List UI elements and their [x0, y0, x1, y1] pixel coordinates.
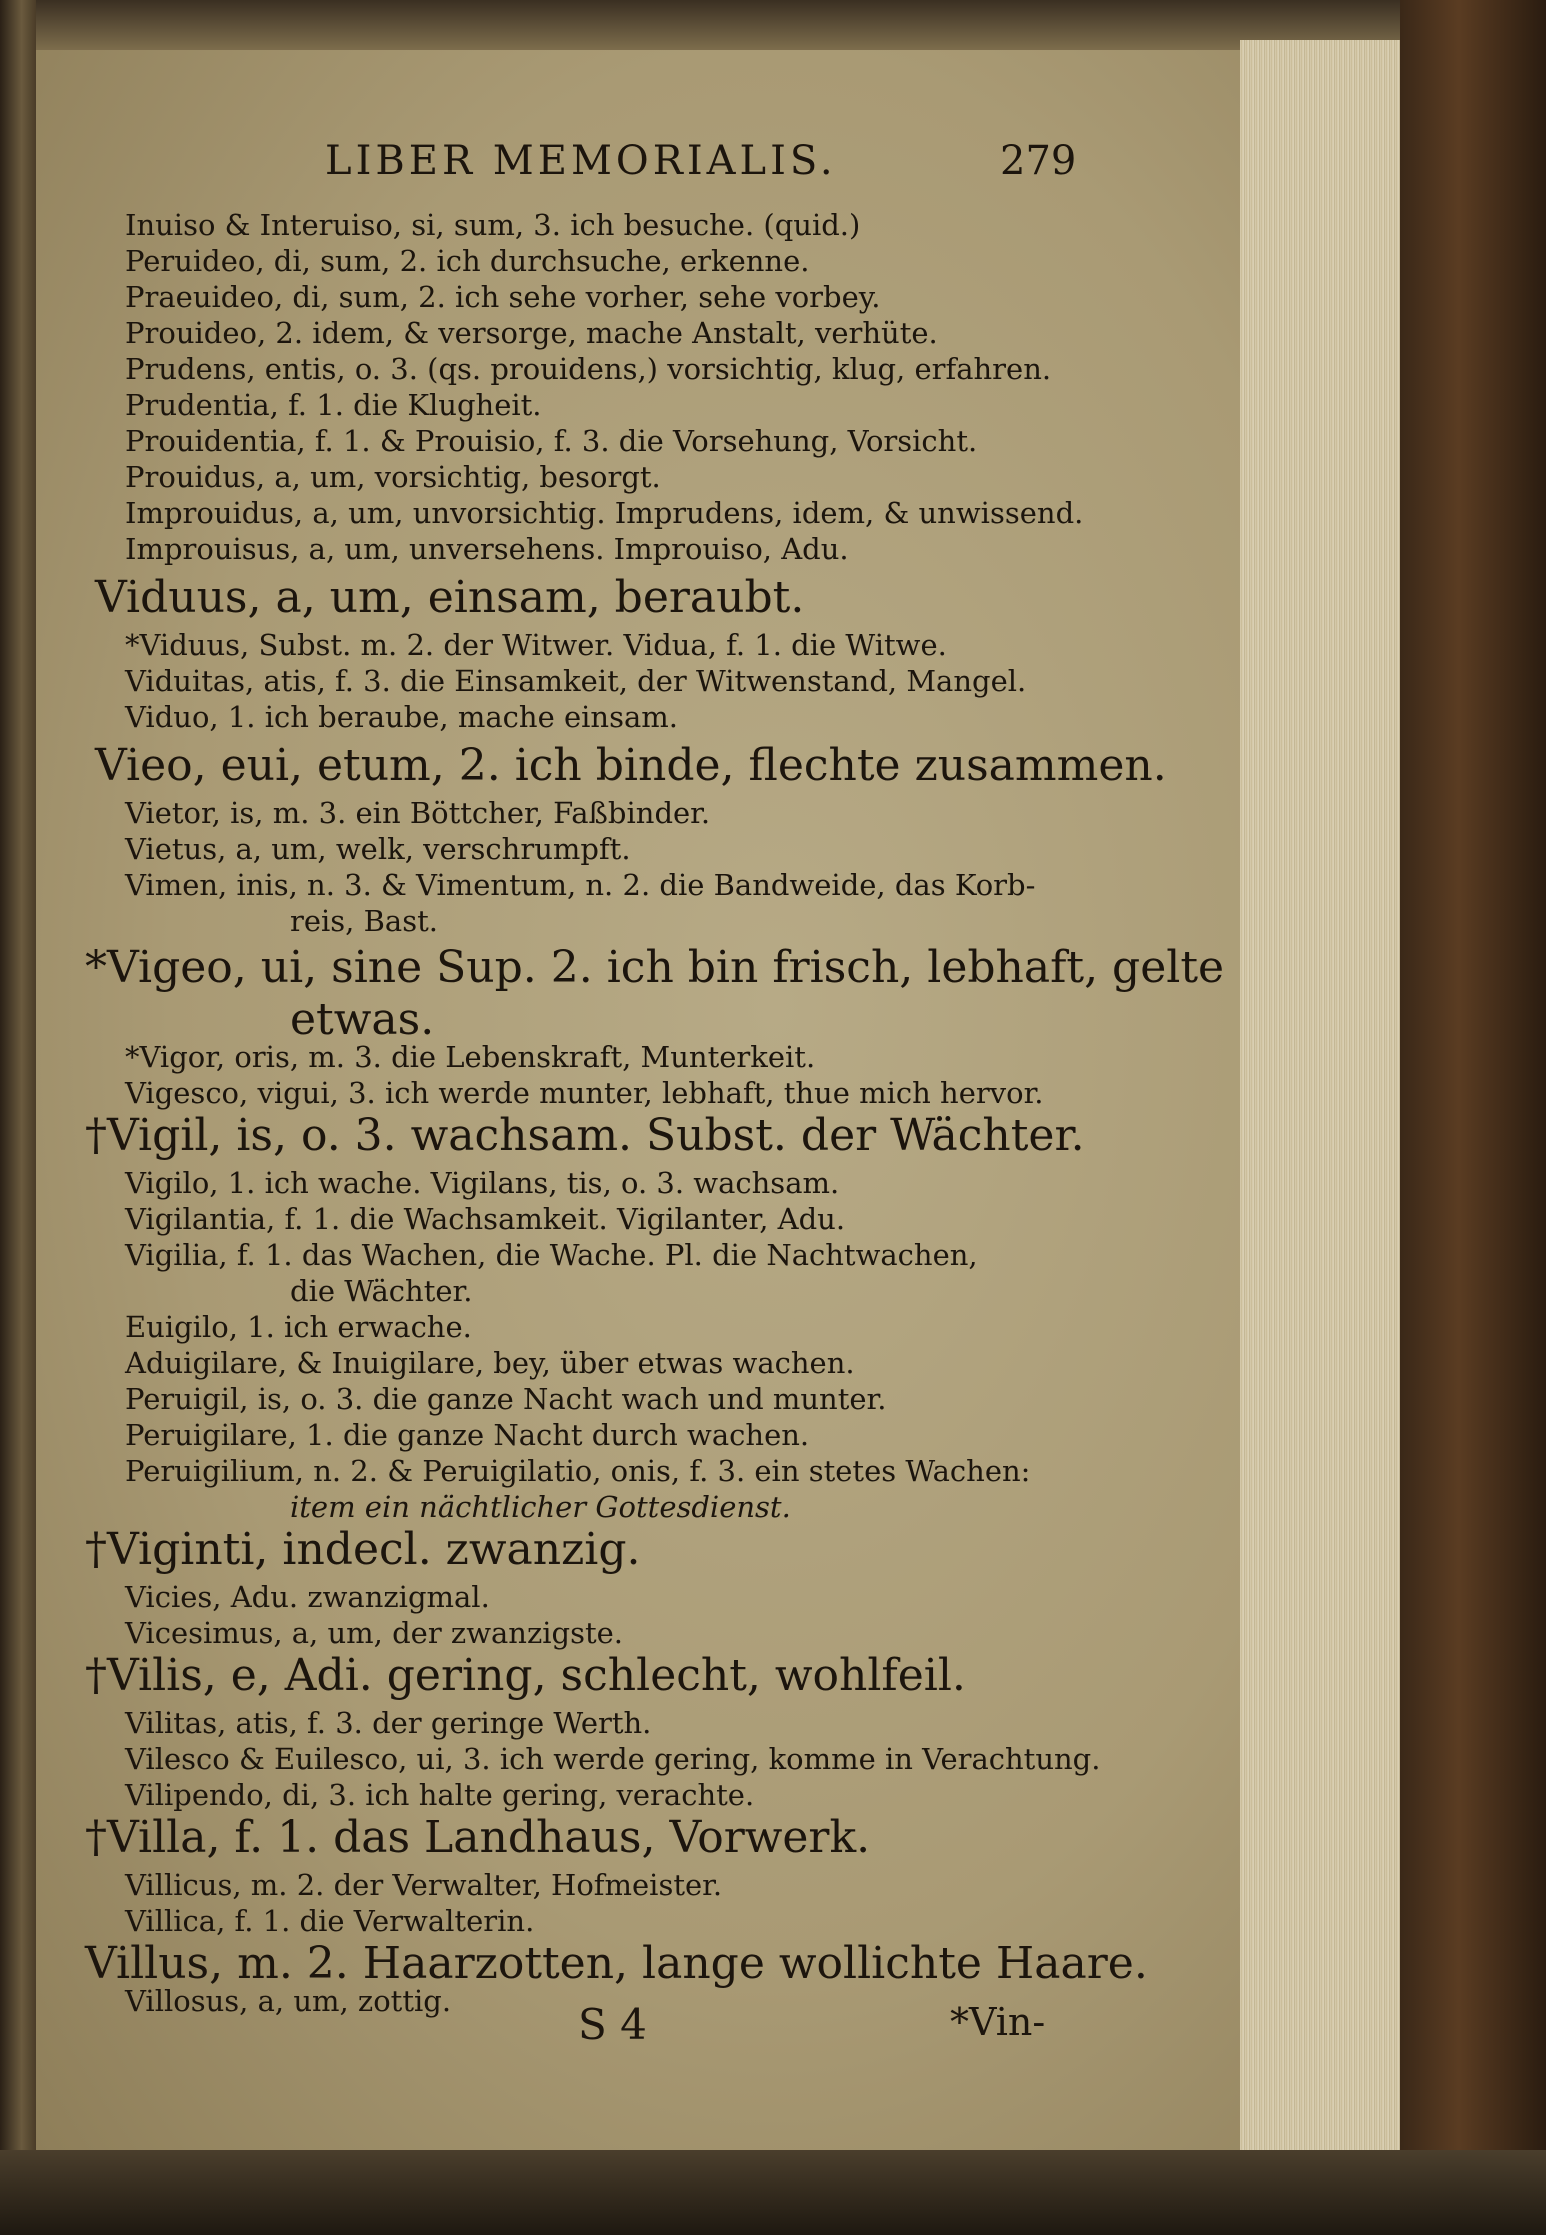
bottom-edge [0, 2150, 1546, 2235]
gutter-shadow [0, 0, 36, 2235]
headword-line: †Villa, f. 1. das Landhaus, Vorwerk. [85, 1812, 871, 1863]
entry-line: Vietor, is, m. 3. ein Böttcher, Faßbinder. [125, 796, 711, 830]
headword-line: †Vigil, is, o. 3. wachsam. Subst. der Wächter. [85, 1110, 1085, 1161]
headword-line: Vieo, eui, etum, 2. ich binde, flechte zusammen. [95, 740, 1167, 791]
entry-line: Villica, f. 1. die Verwalterin. [125, 1904, 535, 1938]
headword-line: Villus, m. 2. Haarzotten, lange wollichte Haare. [85, 1938, 1148, 1989]
signature-mark: S 4 [578, 2000, 647, 2049]
headword-line: Viduus, a, um, einsam, beraubt. [95, 572, 805, 623]
entry-line: Peruigilare, 1. die ganze Nacht durch wachen. [125, 1418, 810, 1452]
entry-line: Improuisus, a, um, unversehens. Improuiso, Adu. [125, 532, 849, 566]
entry-line: Prudens, entis, o. 3. (qs. prouidens,) vorsichtig, klug, erfahren. [125, 352, 1052, 386]
entry-line: Villosus, a, um, zottig. [125, 1984, 452, 2018]
entry-line: Improuidus, a, um, unvorsichtig. Imprudens, idem, & unwissend. [125, 496, 1084, 530]
entry-line: Vimen, inis, n. 3. & Vimentum, n. 2. die Bandweide, das Korb- [125, 868, 1036, 902]
entry-line: Prouidentia, f. 1. & Prouisio, f. 3. die Vorsehung, Vorsicht. [125, 424, 978, 458]
entry-line: reis, Bast. [290, 904, 438, 938]
entry-line: Vilipendo, di, 3. ich halte gering, verachte. [125, 1778, 755, 1812]
page-edges [1240, 40, 1410, 2150]
entry-line: Peruigilium, n. 2. & Peruigilatio, onis, f. 3. ein stetes Wachen: [125, 1454, 1031, 1488]
entry-line: Vicies, Adu. zwanzigmal. [125, 1580, 490, 1614]
entry-line: Peruigil, is, o. 3. die ganze Nacht wach und munter. [125, 1382, 887, 1416]
headword-line: †Vilis, e, Adi. gering, schlecht, wohlfeil. [85, 1650, 966, 1701]
entry-line: Vilesco & Euilesco, ui, 3. ich werde gering, komme in Verachtung. [125, 1742, 1101, 1776]
entry-line: Vicesimus, a, um, der zwanzigste. [125, 1616, 624, 1650]
entry-line: Praeuideo, di, sum, 2. ich sehe vorher, sehe vorbey. [125, 280, 881, 314]
catchword: *Vin- [950, 2000, 1046, 2044]
entry-line: Viduo, 1. ich beraube, mache einsam. [125, 700, 678, 734]
headword-line: †Viginti, indecl. zwanzig. [85, 1524, 641, 1575]
page-number: 279 [1000, 138, 1077, 184]
entry-line: Euigilo, 1. ich erwache. [125, 1310, 472, 1344]
entry-line: Vietus, a, um, welk, verschrumpft. [125, 832, 631, 866]
book-cover [1400, 0, 1546, 2235]
headword-line: *Vigeo, ui, sine Sup. 2. ich bin frisch, lebhaft, gelte [85, 942, 1225, 993]
entry-line: *Viduus, Subst. m. 2. der Witwer. Vidua, f. 1. die Witwe. [125, 628, 947, 662]
entry-line: *Vigor, oris, m. 3. die Lebenskraft, Munterkeit. [125, 1040, 816, 1074]
entry-line: Viduitas, atis, f. 3. die Einsamkeit, der Witwenstand, Mangel. [125, 664, 1027, 698]
running-head: LIBER MEMORIALIS. [325, 138, 837, 184]
entry-line: Prouidus, a, um, vorsichtig, besorgt. [125, 460, 661, 494]
entry-line: die Wächter. [290, 1274, 473, 1308]
entry-line: Vigilia, f. 1. das Wachen, die Wache. Pl. die Nachtwachen, [125, 1238, 978, 1272]
entry-line: Prouideo, 2. idem, & versorge, mache Anstalt, verhüte. [125, 316, 938, 350]
entry-line: item ein nächtlicher Gottesdienst. [290, 1490, 791, 1524]
entry-line: Vilitas, atis, f. 3. der geringe Werth. [125, 1706, 652, 1740]
entry-line: Villicus, m. 2. der Verwalter, Hofmeister. [125, 1868, 723, 1902]
entry-line: Peruideo, di, sum, 2. ich durchsuche, erkenne. [125, 244, 810, 278]
entry-line: Inuiso & Interuiso, si, sum, 3. ich besuche. (quid.) [125, 208, 861, 242]
entry-line: Vigesco, vigui, 3. ich werde munter, lebhaft, thue mich hervor. [125, 1076, 1044, 1110]
entry-line: Vigilo, 1. ich wache. Vigilans, tis, o. 3. wachsam. [125, 1166, 840, 1200]
headword-line: etwas. [290, 994, 435, 1045]
entry-line: Aduigilare, & Inuigilare, bey, über etwas wachen. [125, 1346, 855, 1380]
entry-line: Vigilantia, f. 1. die Wachsamkeit. Vigilanter, Adu. [125, 1202, 846, 1236]
entry-line: Prudentia, f. 1. die Klugheit. [125, 388, 542, 422]
